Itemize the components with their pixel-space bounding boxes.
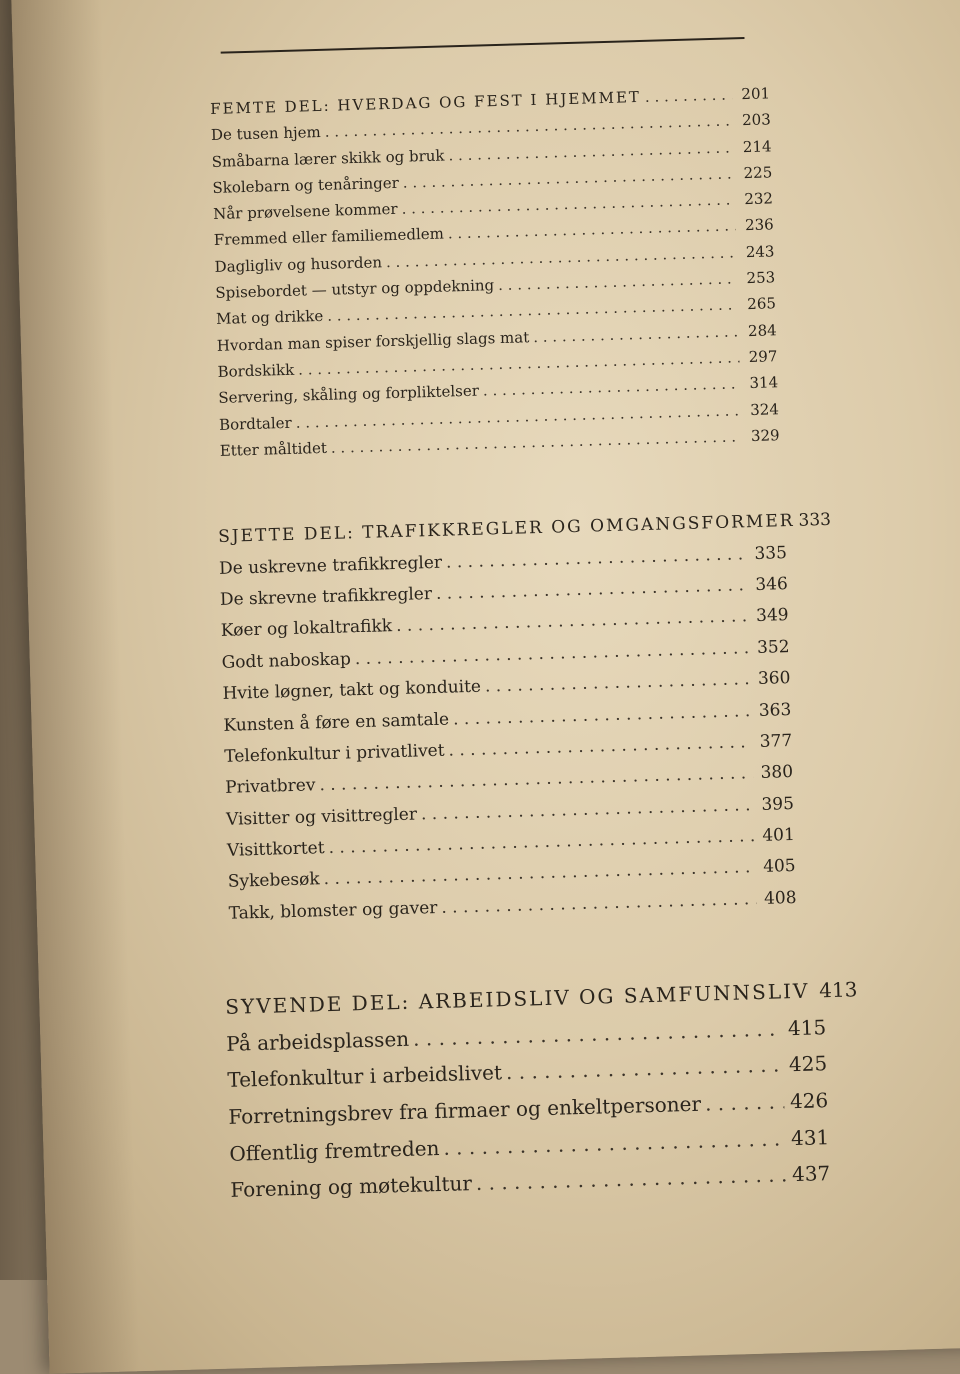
section-heading-label: FEMTE DEL: HVERDAG OG FEST I HJEMMET <box>210 87 642 118</box>
section-heading-page: 201 <box>741 84 771 104</box>
dot-leader <box>705 1089 785 1115</box>
entry-page: 431 <box>790 1124 830 1150</box>
entry-page: 314 <box>749 373 779 393</box>
entry-label: Dagligliv og husorden <box>214 253 383 276</box>
entry-label: Servering, skåling og forpliktelser <box>218 381 480 408</box>
entry-label: Etter måltidet <box>219 438 328 460</box>
entry-page: 297 <box>748 347 778 367</box>
entry-label: De tusen hjem <box>210 123 321 145</box>
entry-label: Takk, blomster og gaver <box>228 897 438 924</box>
entry-page: 243 <box>745 242 775 261</box>
entry-page: 395 <box>761 793 795 815</box>
entry-page: 265 <box>747 294 777 314</box>
section-heading-label: SYVENDE DEL: ARBEIDSLIV OG SAMFUNNSLIV <box>225 978 810 1020</box>
entry-page: 324 <box>749 399 780 419</box>
entry-page: 335 <box>754 542 788 564</box>
entry-label: Visittkortet <box>226 838 325 861</box>
entry-label: Bordtaler <box>218 413 292 434</box>
entry-label: Kunsten å føre en samtale <box>223 709 450 736</box>
entry-label: Forretningsbrev fra firmaer og enkeltpersoner <box>228 1091 702 1129</box>
entry-label: Godt naboskap <box>221 649 352 673</box>
entry-label: Sykebesøk <box>227 869 320 893</box>
entry-page: 232 <box>744 189 774 209</box>
entry-page: 284 <box>747 320 777 340</box>
entry-label: Mat og drikke <box>215 307 324 329</box>
entry-label: Telefonkultur i privatlivet <box>224 740 445 767</box>
entry-page: 253 <box>746 268 776 288</box>
entry-page: 405 <box>762 856 796 878</box>
entry-page: 401 <box>762 825 796 846</box>
entry-page: 360 <box>757 668 791 690</box>
entry-page: 225 <box>743 163 773 183</box>
entry-label: Fremmed eller familiemedlem <box>213 225 445 250</box>
entry-page: 380 <box>760 762 794 784</box>
entry-label: Privatbrev <box>224 775 316 799</box>
toc-section-femte-del <box>210 84 780 468</box>
dot-leader <box>645 85 733 105</box>
entry-page: 214 <box>742 136 772 156</box>
entry-page: 363 <box>758 699 792 721</box>
entry-label: Forening og møtekultur <box>230 1171 473 1203</box>
entry-label: Hvordan man spiser forskjellig slags mat <box>216 327 530 355</box>
entry-page: 329 <box>750 426 780 445</box>
entry-label: Hvite løgner, takt og konduite <box>222 676 482 704</box>
section-heading-label: SJETTE DEL: TRAFIKKREGLER OG OMGANGSFORMER <box>217 511 795 548</box>
entry-label: Spisebordet — utstyr og oppdekning <box>215 276 495 302</box>
entry-label: Køer og lokaltrafikk <box>220 616 393 642</box>
entry-page: 408 <box>763 887 797 909</box>
entry-page: 352 <box>756 636 790 658</box>
entry-label: De skrevne trafikkregler <box>219 583 433 610</box>
entry-label: Småbarna lærer skikk og bruk <box>211 146 445 171</box>
toc-section-sjette-del <box>217 509 832 935</box>
entry-label: Telefonkultur i arbeidslivet <box>227 1060 503 1093</box>
entry-label: Når prøvelsene kommer <box>212 199 398 224</box>
entry-page: 437 <box>791 1161 831 1187</box>
table-of-contents <box>210 84 858 1214</box>
section-heading-page: 333 <box>798 509 832 531</box>
entry-label: De uskrevne trafikkregler <box>218 552 443 579</box>
entry-page: 349 <box>755 605 789 627</box>
entry-page: 425 <box>788 1051 828 1077</box>
entry-label: Skolebarn og tenåringer <box>212 173 400 197</box>
entry-label: Bordskikk <box>217 360 295 381</box>
entry-page: 415 <box>787 1014 827 1041</box>
entry-page: 203 <box>741 110 772 130</box>
entry-page: 346 <box>755 573 789 595</box>
section-heading-page: 413 <box>818 977 858 1003</box>
entry-page: 426 <box>789 1088 829 1114</box>
entry-label: Offentlig fremtreden <box>229 1135 440 1166</box>
entry-label: På arbeidsplassen <box>226 1026 410 1056</box>
dot-leader <box>813 979 814 1003</box>
entry-label: Visitter og visittregler <box>225 804 418 830</box>
toc-section-syvende-del <box>225 977 858 1214</box>
entry-page: 377 <box>759 730 793 752</box>
entry-page: 236 <box>744 215 774 235</box>
